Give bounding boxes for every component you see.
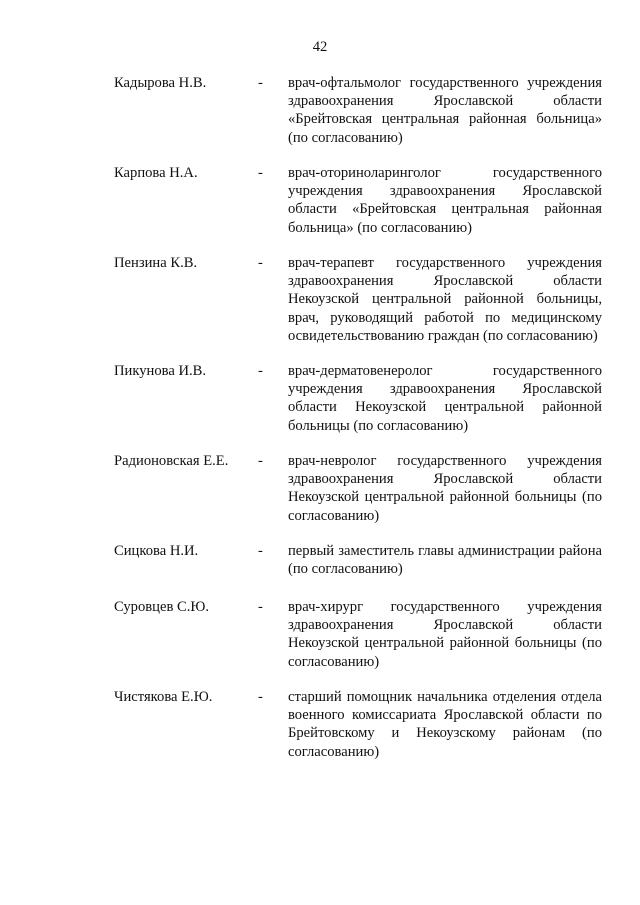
- member-role: врач-дерматовенеролог государственного учреждения здравоохранения Ярославской области Некоузской центральной районной больницы (по согласованию): [288, 363, 602, 434]
- member-entry-karpova: [0, 164, 640, 236]
- member-role: врач-хирург государственного учреждения здравоохранения Ярославской области Некоузской центральной районной больницы (по согласованию): [288, 599, 602, 670]
- member-role: врач-оториноларинголог государственного учреждения здравоохранения Ярославской области «Брейтовская центральная районная больница» (по согласованию): [288, 165, 602, 236]
- member-dash: -: [258, 689, 263, 705]
- member-role: врач-офтальмолог государственного учреждения здравоохранения Ярославской области «Брейтовская центральная районная больница» (по согласованию): [288, 75, 602, 146]
- member-entry-radionovskaya: [0, 452, 640, 524]
- member-entry-penzina: [0, 254, 640, 344]
- member-entry-surovtsev: [0, 598, 640, 670]
- member-dash: -: [258, 543, 263, 559]
- member-dash: -: [258, 75, 263, 91]
- page-number: 42: [312, 39, 328, 55]
- member-list: [0, 74, 640, 778]
- member-name: Кадырова Н.В.: [114, 75, 207, 91]
- member-name: Пензина К.В.: [114, 255, 198, 271]
- member-role: врач-невролог государственного учреждения здравоохранения Ярославской области Некоузской центральной районной больницы (по согласованию): [288, 453, 602, 524]
- member-entry-sitskova: [0, 542, 640, 580]
- member-name: Радионовская Е.Е.: [114, 453, 229, 469]
- member-dash: -: [258, 255, 263, 271]
- member-entry-chistyakova: [0, 688, 640, 760]
- member-role: первый заместитель главы администрации района (по согласованию): [288, 543, 602, 578]
- member-name: Пикунова И.В.: [114, 363, 207, 379]
- member-role: старший помощник начальника отделения отдела военного комиссариата Ярославской области по Брейтовскому и Некоузскому районам (по согласованию): [288, 689, 602, 760]
- member-dash: -: [258, 165, 263, 181]
- member-dash: -: [258, 599, 263, 615]
- member-entry-pikunova: [0, 362, 640, 434]
- member-name: Карпова Н.А.: [114, 165, 198, 181]
- member-dash: -: [258, 453, 263, 469]
- member-name: Чистякова Е.Ю.: [114, 689, 213, 705]
- member-dash: -: [258, 363, 263, 379]
- member-entry-kadyrova: [0, 74, 640, 146]
- member-role: врач-терапевт государственного учреждения здравоохранения Ярославской области Некоузской центральной районной больницы, врач, руководящий работой по медицинскому освидетельствованию граждан (по согласованию): [288, 255, 602, 344]
- member-name: Сицкова Н.И.: [114, 543, 199, 559]
- member-name: Суровцев С.Ю.: [114, 599, 210, 615]
